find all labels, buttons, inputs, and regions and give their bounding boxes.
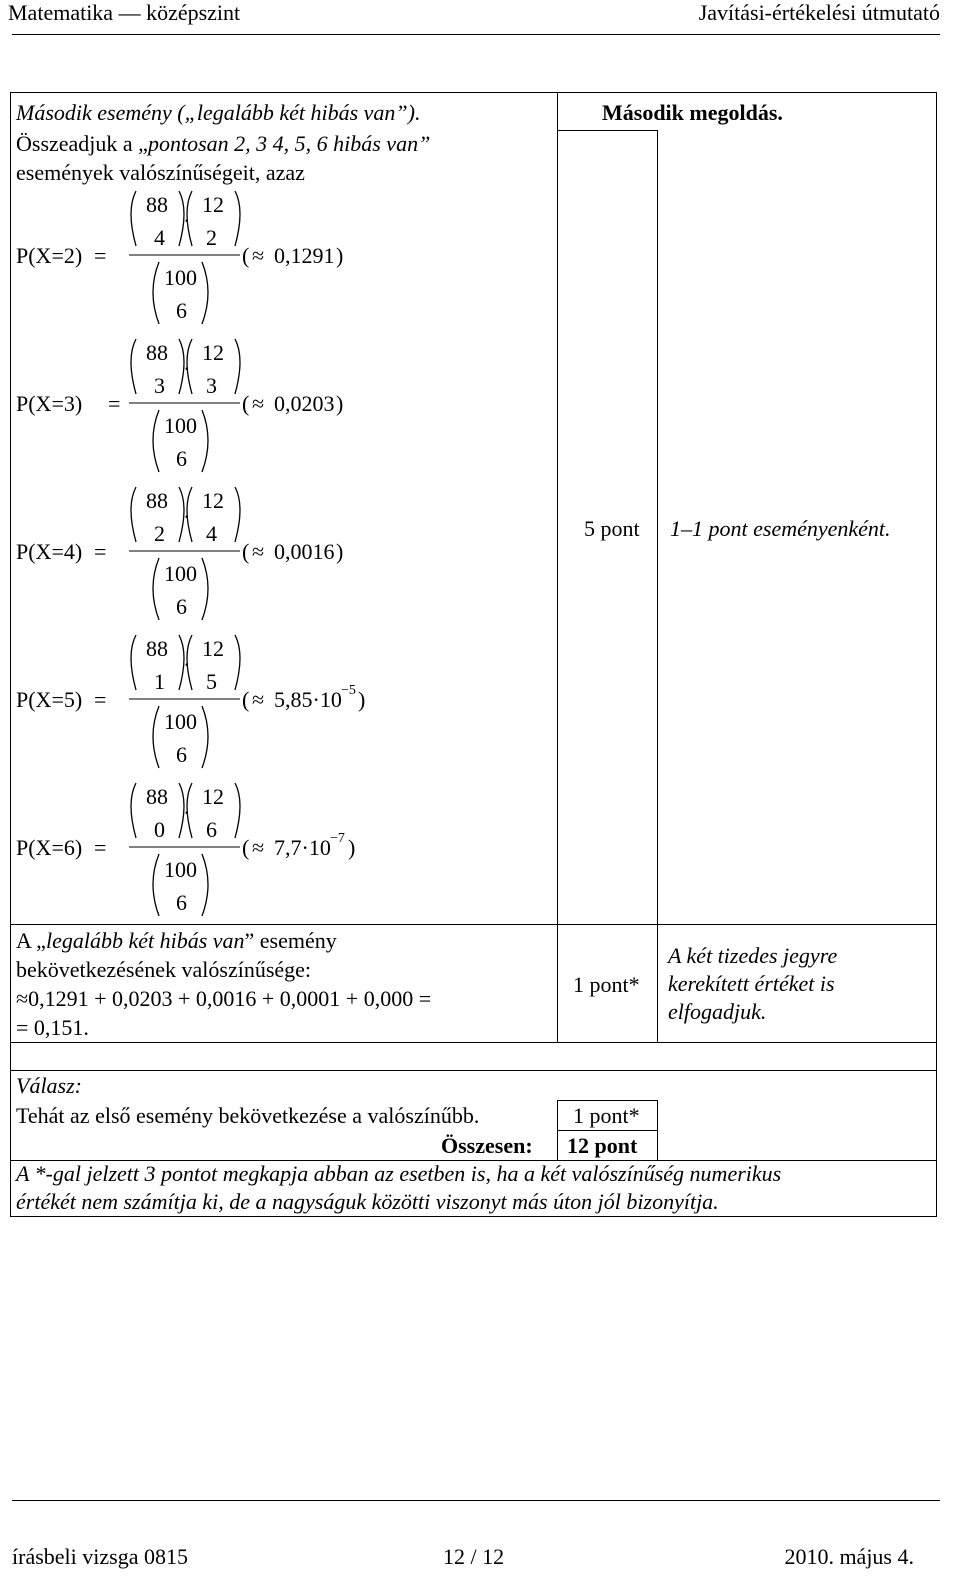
sum-line-2: bekövetkezésének valószínűsége: [16,957,312,982]
footer-date: 2010. május 4. [784,1544,914,1569]
footer-page-number: 12 / 12 [443,1544,505,1569]
lhs: P(X=3) [16,391,83,416]
formula-svg [14,484,394,624]
table-left-border [10,92,11,1216]
bot-b: 4 [206,521,217,546]
approx-close-paren: ) [348,835,356,860]
bot-b: 5 [206,669,217,694]
formula-p-x-2 [14,188,394,328]
approx-exponent: −7 [330,831,345,846]
formula-svg [14,336,394,476]
approx-open-paren: ( [242,687,250,712]
approx-sign: ≈ [252,539,265,564]
answer-label: Válasz: [16,1073,82,1098]
approx-open-paren: ( [242,539,250,564]
second-solution-label: Második megoldás. [602,100,783,125]
den-bot: 6 [176,298,187,323]
top-b: 12 [202,488,224,513]
approx-sign: ≈ [252,687,265,712]
equals-sign: = [94,687,107,712]
approx-open-paren: ( [242,243,250,268]
approx-value: 0,1291 [274,243,335,268]
second-solution-underline [557,130,657,131]
bot-a: 2 [154,521,165,546]
approx-close-paren: ) [358,687,366,712]
lhs: P(X=6) [16,835,83,860]
col-divider-1 [557,92,558,1042]
formula-p-x-3 [14,336,394,476]
approx-close-paren: ) [336,539,344,564]
top-b: 12 [202,192,224,217]
bot-a: 4 [154,225,165,250]
den-bot: 6 [176,890,187,915]
top-a: 88 [146,784,168,809]
table-bottom-border [10,1216,937,1217]
bot-a: 1 [154,669,165,694]
dot-operator: . [184,794,190,819]
den-top: 100 [164,857,197,882]
approx-close-paren: ) [336,391,344,416]
total-label: Összesen: [441,1133,533,1158]
approx-value: 0,0016 [274,539,335,564]
dot-operator: . [184,350,190,375]
footnote-line-1: A *-gal jelzett 3 pontot megkapja abban az esetben is, ha a két valószínűség numerikus [16,1161,782,1186]
den-bot: 6 [176,446,187,471]
footer-rule [12,1500,940,1501]
den-bot: 6 [176,742,187,767]
header-right: Javítási-értékelési útmutató [698,0,940,25]
intro-line-1: Összeadjuk a „pontosan 2, 3 4, 5, 6 hibás van” [16,131,431,156]
top-b: 12 [202,340,224,365]
dot-operator: . [184,498,190,523]
approx-sign: ≈ [252,391,265,416]
lhs: P(X=2) [16,243,83,268]
points-1: 1 pont* [573,972,640,997]
top-b: 12 [202,784,224,809]
answer-col-divider-2 [657,1100,658,1160]
top-a: 88 [146,488,168,513]
approx-value: 0,0203 [274,391,335,416]
approx-value: 7,7·10 [274,835,331,860]
formula-p-x-4 [14,484,394,624]
equals-sign: = [108,391,121,416]
den-top: 100 [164,413,197,438]
sum-line-1: A „legalább két hibás van” esemény [16,928,337,953]
top-a: 88 [146,192,168,217]
row-divider-answer [10,1070,937,1071]
bot-b: 2 [206,225,217,250]
approx-exponent: −5 [341,683,356,698]
approx-open-paren: ( [242,391,250,416]
bot-a: 3 [154,373,165,398]
approx-value: 5,85·10 [274,687,342,712]
table-top-border [10,92,937,93]
note-rounding-1: A két tizedes jegyre [668,943,838,968]
equals-sign: = [94,835,107,860]
total-points: 12 pont [567,1133,638,1158]
header-left: Matematika — középszint [8,0,241,25]
footer-left: írásbeli vizsga 0815 [12,1544,188,1569]
points-5: 5 pont [584,516,640,541]
den-bot: 6 [176,594,187,619]
den-top: 100 [164,265,197,290]
approx-sign: ≈ [252,243,265,268]
formula-p-x-6 [14,780,394,920]
header-rule [12,34,940,35]
bot-a: 0 [154,817,165,842]
bot-b: 3 [206,373,217,398]
sum-line-3: ≈0,1291 + 0,0203 + 0,0016 + 0,0001 + 0,000 = [16,986,432,1011]
approx-close-paren: ) [336,243,344,268]
footnote-line-2: értékét nem számítja ki, de a nagyságuk közötti viszonyt más úton jól bizonyítja. [16,1189,719,1214]
dot-operator: . [184,202,190,227]
intro-line-2: események valószínűségeit, azaz [16,160,305,185]
approx-sign: ≈ [252,835,265,860]
lhs: P(X=4) [16,539,83,564]
formula-svg [14,188,394,328]
den-top: 100 [164,709,197,734]
dot-operator: . [184,646,190,671]
row-divider-empty [10,1042,937,1043]
note-rounding-3: elfogadjuk. [668,999,767,1024]
formula-p-x-5 [14,632,394,772]
top-a: 88 [146,340,168,365]
formula-svg [14,632,394,772]
approx-open-paren: ( [242,835,250,860]
second-event-heading: Második esemény („legalább két hibás van”). [16,100,421,125]
table-right-border [936,92,937,1216]
equals-sign: = [94,243,107,268]
equals-sign: = [94,539,107,564]
note-per-event: 1–1 pont eseményenként. [670,516,891,541]
den-top: 100 [164,561,197,586]
answer-text: Tehát az első esemény bekövetkezése a valószínűbb. [16,1103,480,1128]
top-b: 12 [202,636,224,661]
formula-svg [14,780,394,920]
row-divider-sum [10,924,937,925]
note-rounding-2: kerekített értéket is [668,971,835,996]
top-a: 88 [146,636,168,661]
bot-b: 6 [206,817,217,842]
sum-line-4: = 0,151. [16,1015,89,1040]
col-divider-2 [657,130,658,1042]
answer-points: 1 pont* [573,1103,640,1128]
lhs: P(X=5) [16,687,83,712]
